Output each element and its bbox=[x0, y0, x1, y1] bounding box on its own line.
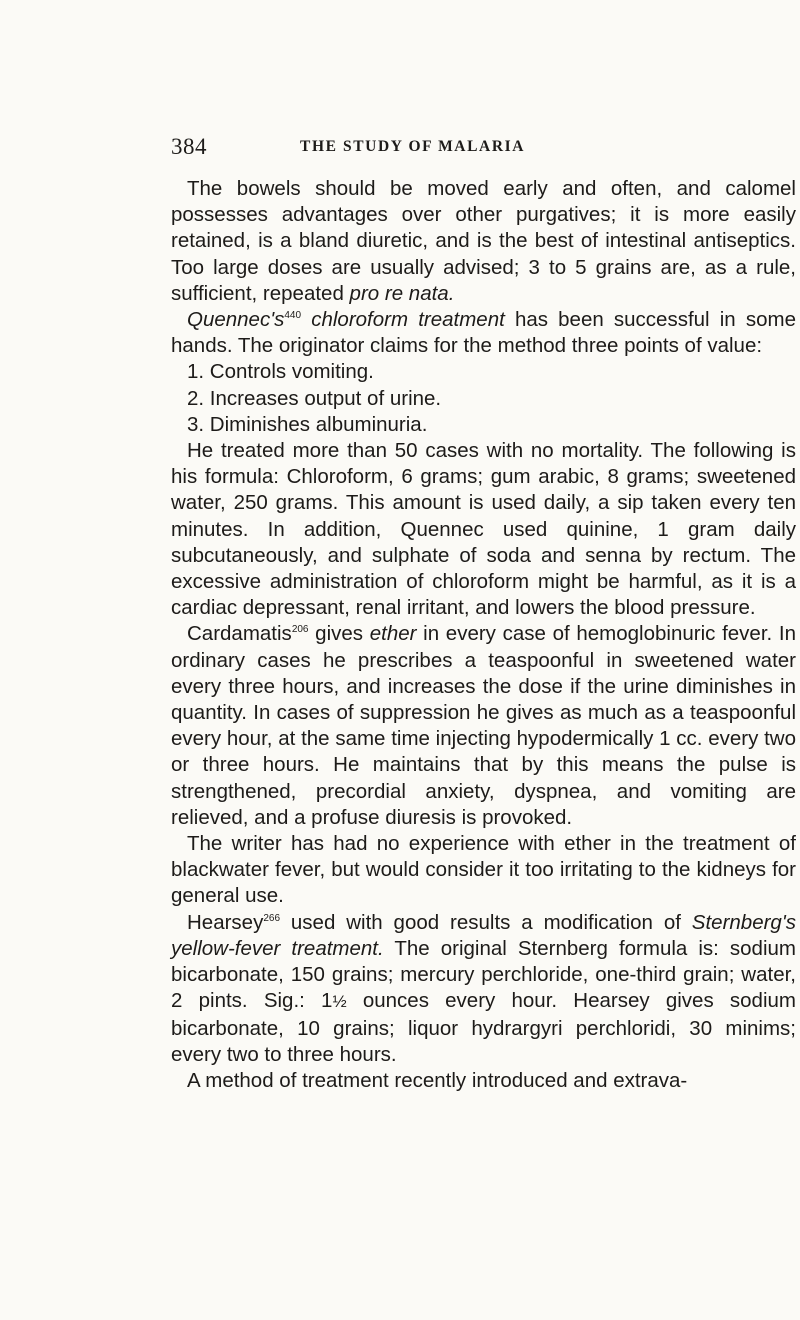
author-name: Cardamatis bbox=[187, 622, 292, 646]
list-item: 2. Increases output of urine. bbox=[187, 386, 442, 410]
page-header bbox=[0, 134, 800, 164]
author-name: Hearsey bbox=[187, 910, 264, 934]
paragraph: $Quennec's^{440}$ chloroform treatment has been successful in some hands. The originator claims for the method three points of value: bbox=[171, 308, 796, 358]
author-name: Quennec's bbox=[187, 308, 285, 332]
running-head: THE STUDY OF MALARIA bbox=[300, 138, 526, 155]
reference-number: 206 bbox=[291, 624, 309, 636]
fraction: ½ bbox=[332, 992, 347, 1012]
list-item: 3. Diminishes albuminuria. bbox=[187, 412, 428, 436]
paragraph: A method of treatment recently introduced and extrava- bbox=[187, 1068, 688, 1092]
paragraph: Hearsey$^{266}$ used with good results a modification of Sternberg's yellow-fever treatment. The original Sternberg formula is: sodium bicarbonate, 150 grains; mercury perchloride, one-third grain; water, 2 pints. Sig.: 1½ ounces every hour. Hearsey gives sodium bicarbonate, 10 grains; liquor hydrargyri perchloridi, 30 minims; every two to three hours. bbox=[171, 910, 796, 1066]
paragraph: Cardamatis$^{206}$ gives ether in every case of hemoglobinuric fever. In ordinary cases he prescribes a teaspoonful in sweetened water every three hours, and increases the dose if the urine diminishes in quantity. In cases of suppression he gives as much as a teaspoonful every hour, at the same time injecting hypodermically 1 cc. every two or three hours. He maintains that by this means the pulse is strengthened, precordial anxiety, dyspnea, and vomiting are relieved, and a profuse diuresis is provoked. bbox=[171, 622, 796, 829]
paragraph: The writer has had no experience with ether in the treatment of blackwater fever, but would consider it too irritating to the kidneys for general use. bbox=[171, 832, 796, 908]
reference-number: 266 bbox=[263, 912, 281, 924]
list-item: 1. Controls vomiting. bbox=[187, 360, 374, 384]
paragraph: The bowels should be moved early and often, and calomel possesses advantages over other purgatives; it is more easily retained, is a bland diuretic, and is the best of intestinal antiseptics. Too large doses are usually advised; 3 to 5 grains are, as a rule, sufficient, repeated pro re nata. bbox=[171, 177, 796, 305]
body-text bbox=[171, 176, 796, 1094]
reference-number: 440 bbox=[284, 310, 302, 322]
page-number: 384 bbox=[171, 134, 207, 159]
paragraph: He treated more than 50 cases with no mortality. The following is his formula: Chloroform, 6 grams; gum arabic, 8 grams; sweetened water, 250 grams. This amount is used daily, a sip taken every ten minutes. In addition, Quennec used quinine, 1 gram daily subcutaneously, and sulphate of soda and senna by rectum. The excessive administration of chloroform might be harmful, as it is a cardiac depressant, renal irritant, and lowers the blood pressure. bbox=[171, 439, 796, 620]
